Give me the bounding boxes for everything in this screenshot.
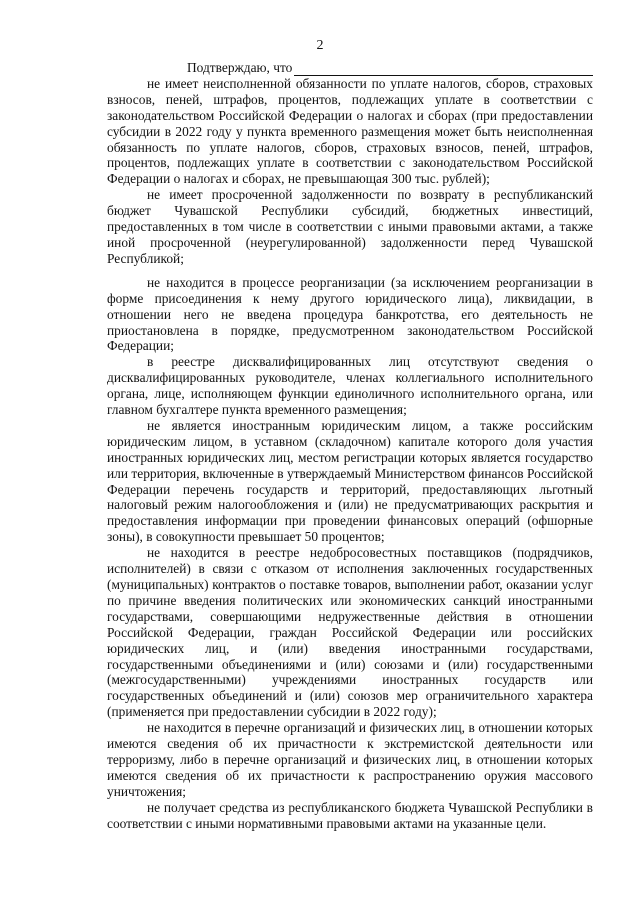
paragraph-tax-obligations: не имеет неисполненной обязанности по уплате налогов, сборов, страховых взносов, пеней, штрафов, процентов, подлежащих уплате в соответствии с законодательством Российской Федерации о налогах и сборах (при предоставлении субсидии в 2022 году у пункта временного размещения может быть неисполненная обязанность по уплате налогов, сборов, страховых взносов, пеней, штрафов, процентов, подлежащих уплате в соответствии с законодательством Российской Федерации о налогах и сборах, не превышающая 300 тыс. рублей); <box>107 75 593 187</box>
paragraph-extremism-list: не находится в перечне организаций и физических лиц, в отношении которых имеются сведения об их причастности к экстремистской деятельности или терроризму, либо в перечне организаций и физических лиц, в отношении которых имеются сведения об их причастности к распространению оружия массового уничтожения; <box>107 720 593 799</box>
blank-fill-line <box>294 63 593 76</box>
paragraph-foreign-entity: не является иностранным юридическим лицом, а также российским юридическим лицом, в уставном (складочном) капитале которого доля участия иностранных юридических лиц, местом регистрации которых является государство или территория, включенные в утверждаемый Министерством финансов Российской Федерации перечень государств и территорий, предоставляющих льготный налоговый режим налогообложения и (или) не предусматривающих раскрытия и предоставления информации при проведении финансовых операций (офшорные зоны), в совокупности превышает 50 процентов; <box>107 417 593 545</box>
document-body <box>107 60 593 832</box>
paragraph-unfair-suppliers: не находится в реестре недобросовестных поставщиков (подрядчиков, исполнителей) в связи с отказом от исполнения заключенных государственных (муниципальных) контрактов о поставке товаров, выполнении работ, оказании услуг по причине введения политических или экономических санкций иностранными государствами, совершающими недружественные действия в отношении Российской Федерации, граждан Российской Федерации или российских юридических лиц, и (или) введения иностранными государствами, государственными объединениями и (или) союзами и (или) государственными (межгосударственными) учреждениями иностранных государств или государственных объединений и (или) союзов мер ограничительного характера (применяется при предоставлении субсидии в 2022 году); <box>107 545 593 720</box>
page-number: 2 <box>316 38 324 53</box>
confirmation-label: Подтверждаю, что <box>187 60 293 75</box>
paragraph-no-other-funds: не получает средства из республиканского бюджета Чувашской Республики в соответствии с иными нормативными правовыми актами на указанные цели. <box>107 799 593 831</box>
paragraph-reorganization: не находится в процессе реорганизации (за исключением реорганизации в форме присоединения к нему другого юридического лица), ликвидации, в отношении него не введена процедура банкротства, его деятельность не приостановлена в порядке, предусмотренном законодательством Российской Федерации; <box>107 274 593 354</box>
paragraph-overdue-debt: не имеет просроченной задолженности по возврату в республиканский бюджет Чувашской Республики субсидий, бюджетных инвестиций, предоставленных в том числе в соответствии с иными правовыми актами, а также иной просроченной (неурегулированной) задолженности перед Чувашской Республикой; <box>107 187 593 266</box>
paragraph-disqualified-persons: в реестре дисквалифицированных лиц отсутствуют сведения о дисквалифицированных руководителе, членах коллегиального исполнительного органа, лице, исполняющем функции единоличного исполнительного органа, или главном бухгалтере пункта временного размещения; <box>107 354 593 418</box>
confirmation-line <box>107 60 593 76</box>
